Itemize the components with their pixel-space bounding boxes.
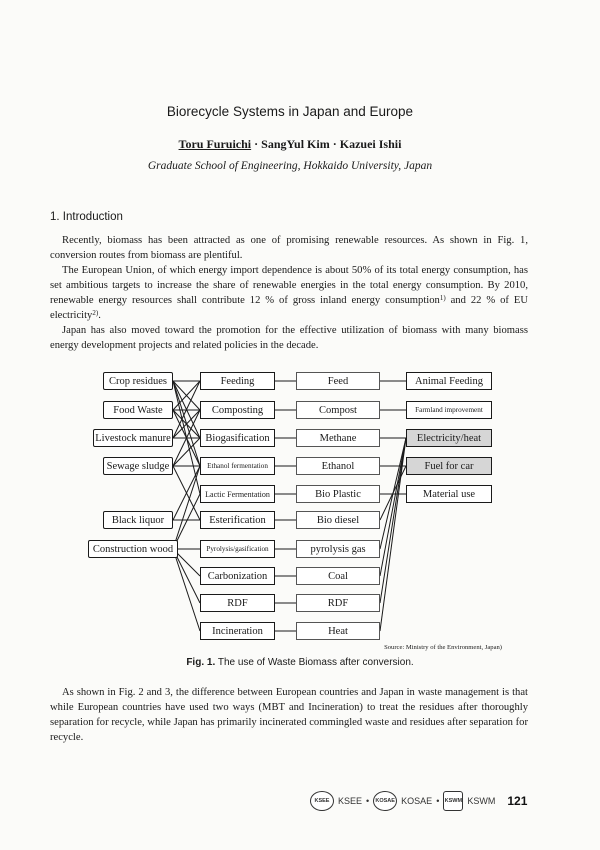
source-sewage-sludge: Sewage sludge	[103, 457, 173, 475]
author-list	[0, 137, 580, 152]
source-livestock-manure: Livestock manure	[93, 429, 173, 447]
ksee-logo: KSEE	[310, 791, 334, 811]
kosae-logo: KOSAE	[373, 791, 397, 811]
affiliation: Graduate School of Engineering, Hokkaido University, Japan	[147, 160, 433, 172]
paragraph-2	[50, 263, 528, 323]
product-bio-plastic: Bio Plastic	[296, 485, 380, 503]
process-composting: Composting	[200, 401, 275, 419]
product-methane: Methane	[296, 429, 380, 447]
paper-title: Biorecycle Systems in Japan and Europe	[166, 104, 414, 119]
page-footer	[310, 790, 530, 812]
ksee-label: KSEE	[338, 796, 363, 806]
process-esterification: Esterification	[200, 511, 275, 529]
use-electricity-heat: Electricity/heat	[406, 429, 492, 447]
product-feed: Feed	[296, 372, 380, 390]
source-construction-wood: Construction wood	[88, 540, 178, 558]
figure-source-note: Source: Ministry of the Environment, Japan)	[384, 644, 502, 651]
figure-caption	[0, 657, 600, 668]
process-ethanol-fermentation: Ethanol fermentation	[200, 457, 275, 475]
source-food-waste: Food Waste	[103, 401, 173, 419]
kosae-label: KOSAE	[401, 796, 433, 806]
use-fuel-for-car: Fuel for car	[406, 457, 492, 475]
bullet-separator: •	[436, 796, 440, 806]
paragraph-1: Recently, biomass has been attracted as one of promising renewable resources. As shown in Fig. 1, conversion routes from biomass are plentiful.	[50, 235, 528, 261]
process-incineration: Incineration	[200, 622, 275, 640]
figure-caption-text: The use of Waste Biomass after conversion.	[215, 657, 414, 668]
use-material-use: Material use	[406, 485, 492, 503]
use-farmland-improvement: Farmland improvement	[406, 401, 492, 419]
paragraph-2-part-c: .	[98, 310, 101, 321]
process-carbonization: Carbonization	[200, 567, 275, 585]
process-pyrolysis-gasification: Pyrolysis/gasification	[200, 540, 275, 558]
closing-text	[50, 685, 528, 745]
figure-label: Fig. 1.	[186, 657, 216, 668]
author-1: Toru Furuichi	[178, 137, 252, 151]
product-ethanol: Ethanol	[296, 457, 380, 475]
author-separator: ·	[251, 137, 262, 151]
use-animal-feeding: Animal Feeding	[406, 372, 492, 390]
product-heat: Heat	[296, 622, 380, 640]
kswm-logo: KSWM	[443, 791, 463, 811]
product-pyrolysis-gas: pyrolysis gas	[296, 540, 380, 558]
kswm-label: KSWM	[467, 796, 496, 806]
product-compost: Compost	[296, 401, 380, 419]
section-heading-introduction: 1. Introduction	[50, 211, 123, 223]
process-biogasification: Biogasification	[200, 429, 275, 447]
author-2: SangYul Kim	[261, 137, 330, 151]
introduction-text	[50, 233, 528, 353]
process-rdf: RDF	[200, 594, 275, 612]
biomass-conversion-diagram	[88, 367, 518, 652]
author-separator: ·	[329, 137, 340, 151]
process-feeding: Feeding	[200, 372, 275, 390]
reference-2: 2)	[92, 309, 99, 317]
paragraph-3: Japan has also moved toward the promotion for the effective utilization of biomass with many biomass energy development projects and related policies in the decade.	[50, 325, 528, 351]
source-crop-residues: Crop residues	[103, 372, 173, 390]
paragraph-4: As shown in Fig. 2 and 3, the difference between European countries and Japan in waste management is that while European countries have used two ways (MBT and Incineration) to treat the residues after thoroughly separation for recycle, while Japan has primarily incinerated commingled waste and residues after separation for recycle.	[50, 687, 528, 743]
author-3: Kazuei Ishii	[339, 137, 402, 151]
product-rdf: RDF	[296, 594, 380, 612]
paragraph-2-part-b: and 22 % of EU electricity	[50, 295, 528, 321]
process-lactic-fermentation: Lactic Fermentation	[200, 485, 275, 503]
reference-1: 1)	[439, 294, 446, 302]
source-black-liquor: Black liquor	[103, 511, 173, 529]
bullet-separator: •	[366, 796, 370, 806]
page-number: 121	[507, 794, 528, 808]
paragraph-2-part-a: The European Union, of which energy import dependence is about 50% of its total energy consumption, has set ambitious targets to increase the share of renewable energies in the total energy consumption. By 2010, renewable energy resources shall contribute 12 % of gross inland energy consumption	[50, 265, 528, 306]
product-coal: Coal	[296, 567, 380, 585]
product-bio-diesel: Bio diesel	[296, 511, 380, 529]
